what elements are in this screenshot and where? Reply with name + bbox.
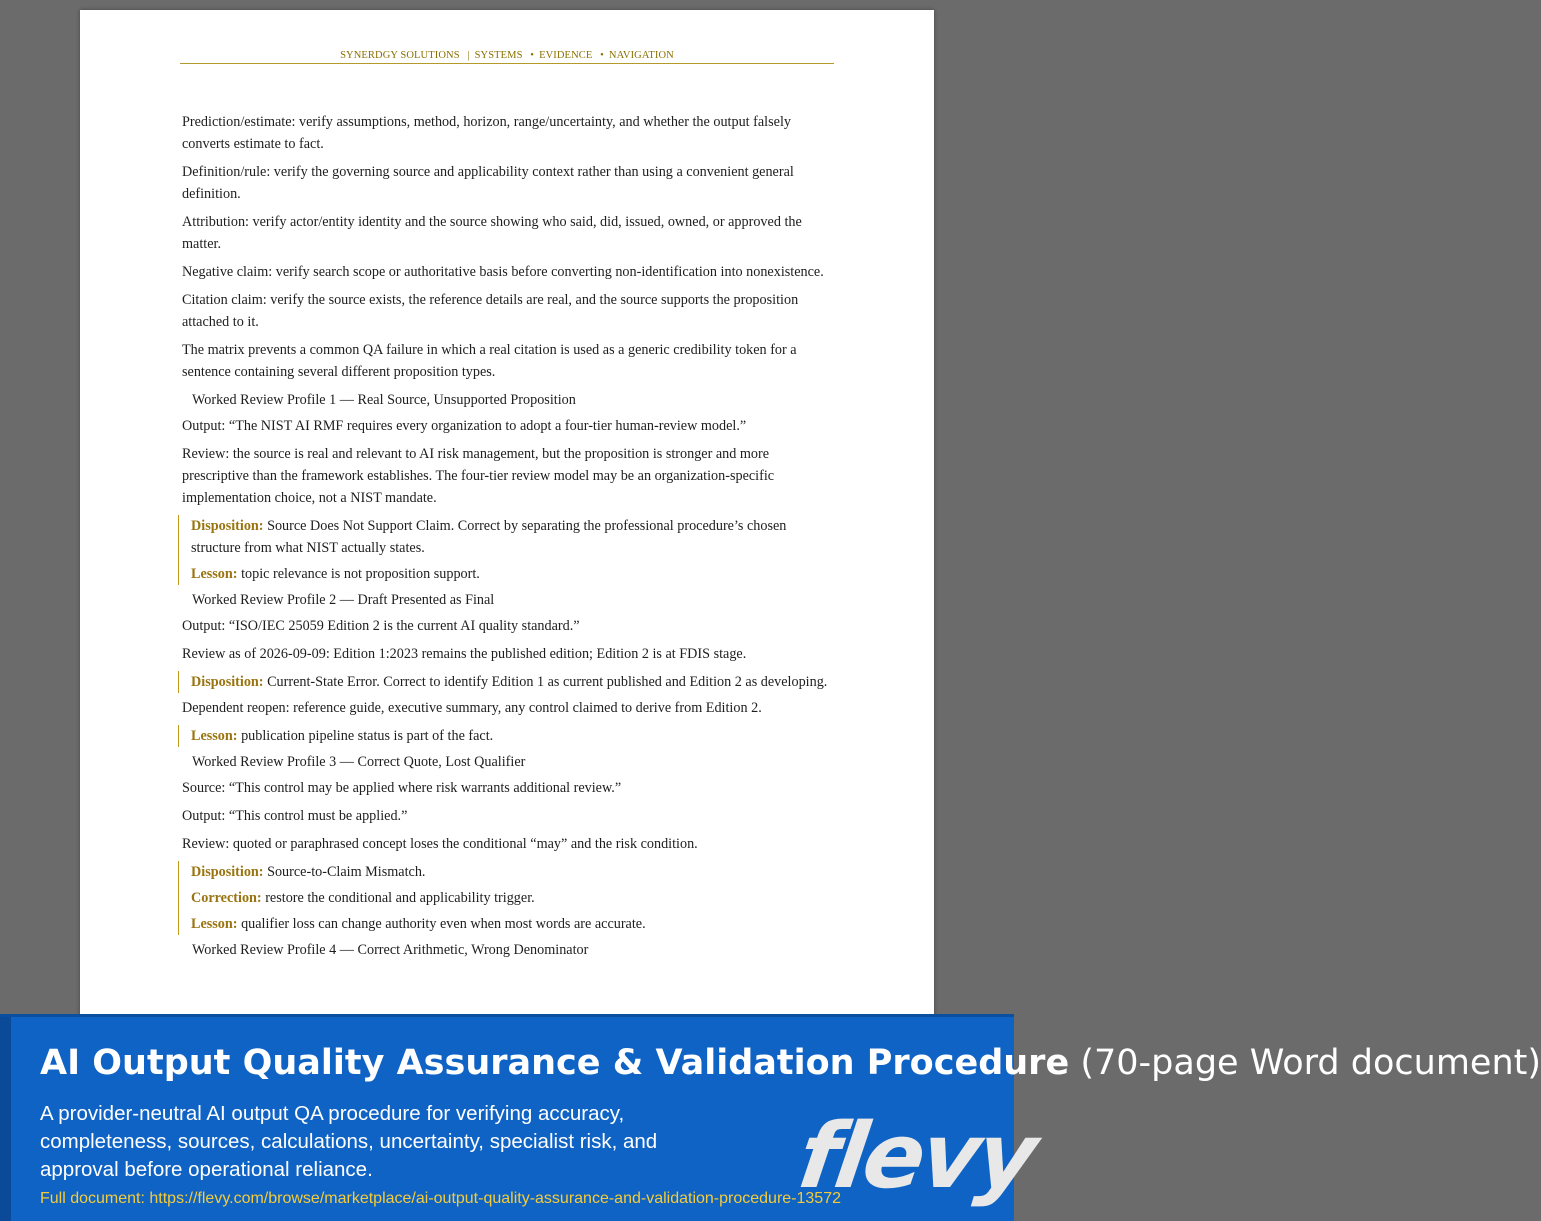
paragraph-negative-claim: Negative claim: verify search scope or authoritative basis before converting non-identification into nonexistence. bbox=[182, 264, 824, 280]
correction-row bbox=[191, 887, 832, 909]
disposition-text: Source Does Not Support Claim. Correct by separating the professional procedure’s chosen structure from what NIST actually states. bbox=[191, 518, 787, 556]
correction-label: Correction: bbox=[191, 890, 262, 906]
disposition-row bbox=[191, 515, 832, 559]
disposition-row bbox=[191, 861, 832, 883]
header-section-2: EVIDENCE bbox=[539, 50, 593, 61]
running-header bbox=[180, 50, 834, 64]
banner-edge bbox=[0, 1017, 11, 1221]
disposition-label: Disposition: bbox=[191, 864, 264, 880]
profile-3-output: Output: “This control must be applied.” bbox=[182, 808, 408, 824]
flevy-logo[interactable]: flevy bbox=[792, 1104, 1041, 1209]
header-section-1: SYSTEMS bbox=[474, 50, 523, 61]
profile-1-heading: Worked Review Profile 1 — Real Source, Unsupported Proposition bbox=[192, 392, 576, 408]
lesson-text: publication pipeline status is part of the fact. bbox=[241, 728, 494, 744]
disposition-text: Source-to-Claim Mismatch. bbox=[267, 864, 426, 880]
profile-3-review: Review: quoted or paraphrased concept loses the conditional “may” and the risk condition. bbox=[182, 836, 698, 852]
header-brand: SYNERDGY SOLUTIONS bbox=[340, 50, 460, 61]
disposition-text: Current-State Error. Correct to identify Edition 1 as current published and Edition 2 as developing. bbox=[267, 674, 828, 690]
header-divider: | bbox=[467, 50, 470, 61]
lesson-row bbox=[191, 563, 832, 585]
profile-1-review: Review: the source is real and relevant to AI risk management, but the proposition is stronger and more prescriptive than the framework establishes. The four-tier review model may be an organization-specific implementation choice, not a NIST mandate. bbox=[182, 446, 775, 506]
paragraph-attribution: Attribution: verify actor/entity identity and the source showing who said, did, issued, owned, or approved the matter. bbox=[182, 214, 802, 252]
profile-3-heading: Worked Review Profile 3 — Correct Quote, Lost Qualifier bbox=[192, 754, 526, 770]
disposition-label: Disposition: bbox=[191, 674, 264, 690]
profile-3-callout bbox=[178, 861, 832, 935]
profile-1-callout bbox=[178, 515, 832, 585]
document-page bbox=[80, 10, 934, 1020]
promo-banner bbox=[0, 1014, 1541, 1221]
profile-2-disposition-callout bbox=[178, 671, 832, 693]
disposition-label: Disposition: bbox=[191, 518, 264, 534]
profile-2-output: Output: “ISO/IEC 25059 Edition 2 is the current AI quality standard.” bbox=[182, 618, 580, 634]
lesson-text: topic relevance is not proposition support. bbox=[241, 566, 480, 582]
header-bullet: • bbox=[530, 50, 535, 61]
header-section-3: NAVIGATION bbox=[608, 50, 674, 61]
profile-4-heading: Worked Review Profile 4 — Correct Arithmetic, Wrong Denominator bbox=[192, 942, 589, 958]
banner-title-main: AI Output Quality Assurance & Validation Procedure bbox=[40, 1043, 1070, 1083]
profile-3-source: Source: “This control may be applied where risk warrants additional review.” bbox=[182, 780, 622, 796]
disposition-row bbox=[191, 671, 832, 693]
banner-description: A provider-neutral AI output QA procedure for verifying accuracy, completeness, sources, calculations, uncertainty, specialist risk, and approval before operational reliance. bbox=[40, 1102, 658, 1181]
paragraph-citation-claim: Citation claim: verify the source exists, the reference details are real, and the source supports the proposition attached to it. bbox=[182, 292, 799, 330]
document-link-label: Full document: bbox=[40, 1190, 145, 1207]
paragraph-definition: Definition/rule: verify the governing source and applicability context rather than using a convenient general definition. bbox=[182, 164, 794, 202]
profile-2-reopen: Dependent reopen: reference guide, executive summary, any control claimed to derive from Edition 2. bbox=[182, 700, 762, 716]
lesson-row bbox=[191, 725, 832, 747]
lesson-label: Lesson: bbox=[191, 728, 238, 744]
document-body bbox=[182, 111, 832, 965]
lesson-label: Lesson: bbox=[191, 916, 238, 932]
profile-1-output: Output: “The NIST AI RMF requires every organization to adopt a four-tier human-review model.” bbox=[182, 418, 747, 434]
banner-title bbox=[40, 1043, 1541, 1083]
banner-title-sub: (70-page Word document) bbox=[1080, 1043, 1541, 1083]
profile-2-lesson-callout bbox=[178, 725, 832, 747]
paragraph-prediction: Prediction/estimate: verify assumptions, method, horizon, range/uncertainty, and whether the output falsely converts estimate to fact. bbox=[182, 114, 791, 152]
header-bullet: • bbox=[600, 50, 604, 61]
profile-2-review: Review as of 2026-09-09: Edition 1:2023 remains the published edition; Edition 2 is at FDIS stage. bbox=[182, 646, 747, 662]
lesson-row bbox=[191, 913, 832, 935]
lesson-label: Lesson: bbox=[191, 566, 238, 582]
correction-text: restore the conditional and applicability trigger. bbox=[265, 890, 535, 906]
document-link-url[interactable]: https://flevy.com/browse/marketplace/ai-output-quality-assurance-and-validation-procedure-13572 bbox=[149, 1190, 841, 1207]
paragraph-matrix: The matrix prevents a common QA failure in which a real citation is used as a generic credibility token for a sentence containing several different proposition types. bbox=[182, 342, 797, 380]
lesson-text: qualifier loss can change authority even when most words are accurate. bbox=[241, 916, 646, 932]
document-link[interactable] bbox=[40, 1190, 841, 1208]
profile-2-heading: Worked Review Profile 2 — Draft Presented as Final bbox=[192, 592, 495, 608]
